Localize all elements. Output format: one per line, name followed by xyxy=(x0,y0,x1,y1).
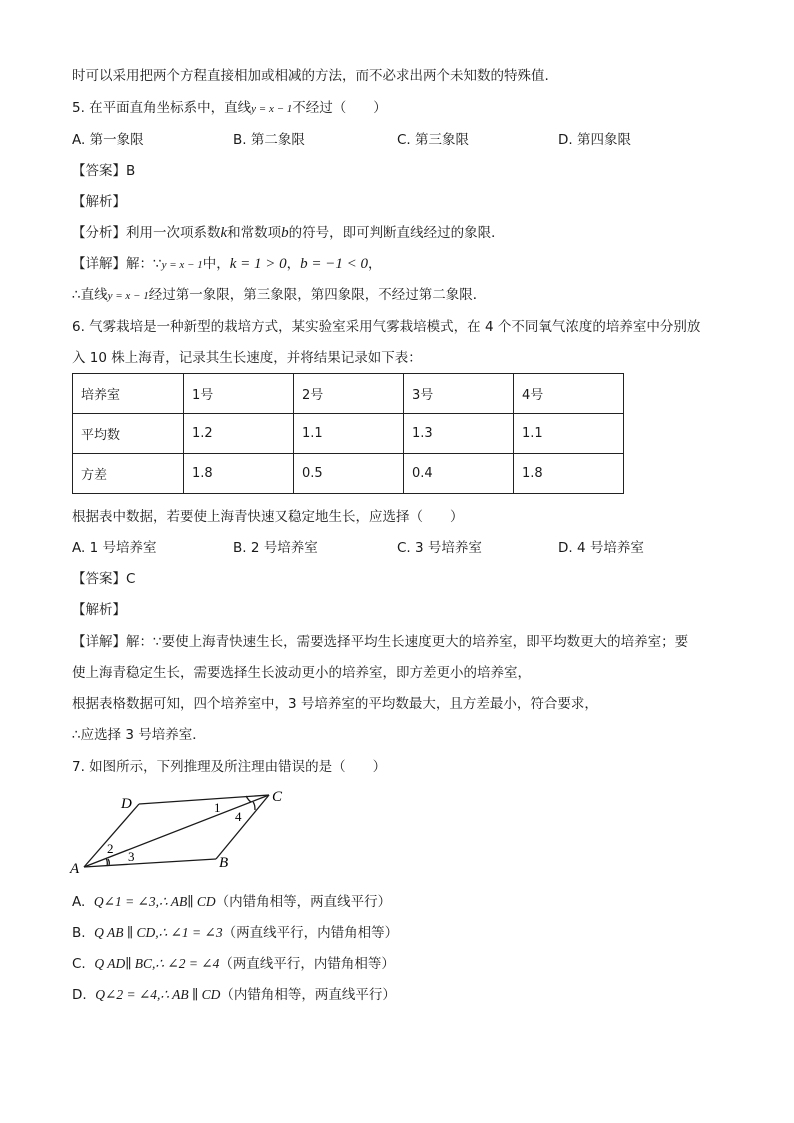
table-cell: 平均数 xyxy=(73,414,184,454)
option-math: Q AD∥ BC,∴ ∠2 = ∠4 xyxy=(94,956,220,971)
table-cell: 0.5 xyxy=(294,454,404,494)
q5-detail-c: ， xyxy=(286,256,301,272)
q5-option-b: B. 第二象限 xyxy=(233,132,305,148)
table-cell: 1.1 xyxy=(514,414,624,454)
q6-detail-line1: 【详解】解：∵要使上海青快速生长，需要选择平均生长速度更大的培养室，即平均数更大的培养室；要 xyxy=(72,634,689,650)
q6-analysis-tag: 【解析】 xyxy=(72,602,126,618)
q5-answer: 【答案】B xyxy=(72,163,136,179)
angle-arc-4 xyxy=(253,802,255,810)
angle-arc-2 xyxy=(106,858,107,866)
table-cell: 4号 xyxy=(514,374,624,414)
q5-detail-b: 中， xyxy=(202,256,230,272)
label-b: B xyxy=(219,855,229,871)
q6-detail-line3: 根据表格数据可知，四个培养室中，3 号培养室的平均数最大，且方差最小，符合要求， xyxy=(72,696,598,712)
q5-option-d: D. 第四象限 xyxy=(558,132,631,148)
table-cell: 0.4 xyxy=(404,454,514,494)
q5-option-c: C. 第三象限 xyxy=(397,132,470,148)
q5-stem xyxy=(72,99,387,118)
q6-data-table xyxy=(72,373,624,494)
option-math: Q∠1 = ∠3,∴ AB∥ CD xyxy=(93,894,216,909)
intro-text: 时可以采用把两个方程直接相加或相减的方法，而不必求出两个未知数的特殊值. xyxy=(72,68,549,84)
angle-arc-3 xyxy=(108,859,109,865)
angle-label-2: 2 xyxy=(107,841,114,856)
option-reason: （内错角相等，两直线平行） xyxy=(215,894,392,910)
q6-question: 根据表中数据，若要使上海青快速又稳定地生长，应选择（ ） xyxy=(72,509,464,525)
q6-answer: 【答案】C xyxy=(72,571,136,587)
q5-prefix: 5. 在平面直角坐标系中，直线 xyxy=(72,100,252,116)
table-cell: 培养室 xyxy=(73,374,184,414)
table-cell: 方差 xyxy=(73,454,184,494)
q5-analysis-tag: 【解析】 xyxy=(72,194,126,210)
q5-expr: y = x − 1 xyxy=(251,103,293,115)
q5-detail xyxy=(72,255,382,274)
q5-detail-a: 【详解】解：∵ xyxy=(72,256,162,272)
option-reason: （内错角相等，两直线平行） xyxy=(220,987,396,1003)
q7-parallelogram-figure xyxy=(66,785,296,875)
q6-stem-line2: 入 10 株上海青，记录其生长速度，并将结果记录如下表： xyxy=(72,350,422,366)
q5-fenxi-c: 的符号，即可判断直线经过的象限． xyxy=(288,225,505,241)
table-row xyxy=(73,374,624,414)
q7-option-d xyxy=(72,986,396,1004)
table-cell: 1.8 xyxy=(514,454,624,494)
q6-stem-line1: 6. 气雾栽培是一种新型的栽培方式，某实验室采用气雾栽培模式，在 4 个不同氧气浓度的培养室中分别放 xyxy=(72,319,701,335)
q5-fenxi xyxy=(72,224,505,242)
label-c: C xyxy=(272,789,283,805)
edge-ab xyxy=(84,859,216,867)
q5-option-a: A. 第一象限 xyxy=(72,132,144,148)
option-letter: B. xyxy=(72,925,86,941)
q5-detail-k: k = 1 > 0 xyxy=(229,256,287,272)
label-d: D xyxy=(121,796,132,812)
table-row xyxy=(73,454,624,494)
q5-detail-d: ， xyxy=(368,256,382,272)
option-letter: D. xyxy=(72,987,87,1003)
table-cell: 1.3 xyxy=(404,414,514,454)
edge-cb xyxy=(216,795,269,859)
angle-label-3: 3 xyxy=(128,849,135,864)
table-cell: 1.1 xyxy=(294,414,404,454)
q5-conclusion xyxy=(72,286,486,305)
q6-option-b: B. 2 号培养室 xyxy=(233,540,318,556)
q7-question: 7. 如图所示，下列推理及所注理由错误的是（ ） xyxy=(72,759,387,775)
q7-option-a xyxy=(72,893,391,911)
table-cell: 2号 xyxy=(294,374,404,414)
q6-option-c: C. 3 号培养室 xyxy=(397,540,482,556)
q6-option-d: D. 4 号培养室 xyxy=(558,540,644,556)
q7-option-c xyxy=(72,955,395,973)
q5-detail-expr: y = x − 1 xyxy=(161,259,203,271)
q5-suffix: 不经过（ ） xyxy=(292,100,387,116)
q7-option-b xyxy=(72,924,398,942)
angle-label-4: 4 xyxy=(235,809,242,824)
option-reason: （两直线平行，内错角相等） xyxy=(222,925,399,941)
diagonal-ac xyxy=(84,795,269,867)
option-math: Q∠2 = ∠4,∴ AB ∥ CD xyxy=(95,987,221,1002)
table-cell: 3号 xyxy=(404,374,514,414)
option-letter: A. xyxy=(72,894,86,910)
q6-detail-line4: ∴应选择 3 号培养室． xyxy=(72,727,206,743)
option-reason: （两直线平行，内错角相等） xyxy=(219,956,395,972)
q6-option-a: A. 1 号培养室 xyxy=(72,540,157,556)
angle-label-1: 1 xyxy=(214,800,221,815)
q6-detail-line2: 使上海青稳定生长，需要选择生长波动更小的培养室，即方差更小的培养室， xyxy=(72,665,531,681)
label-a: A xyxy=(70,861,80,875)
table-cell: 1.8 xyxy=(184,454,294,494)
q5-fenxi-bvar: b xyxy=(281,225,289,241)
table-row xyxy=(73,414,624,454)
table-cell: 1号 xyxy=(184,374,294,414)
q5-fenxi-b: 和常数项 xyxy=(227,225,282,241)
q5-concl-a: ∴直线 xyxy=(72,287,108,303)
q5-concl-expr: y = x − 1 xyxy=(107,290,149,302)
q5-detail-bv: b = −1 < 0 xyxy=(300,256,368,272)
q5-concl-b: 经过第一象限，第三象限，第四象限，不经过第二象限． xyxy=(148,287,487,303)
table-cell: 1.2 xyxy=(184,414,294,454)
option-math: Q AB ∥ CD,∴ ∠1 = ∠3 xyxy=(94,925,223,940)
q5-fenxi-a: 【分析】利用一次项系数 xyxy=(72,225,221,241)
q5-fenxi-k: k xyxy=(220,225,228,241)
option-letter: C. xyxy=(72,956,86,972)
